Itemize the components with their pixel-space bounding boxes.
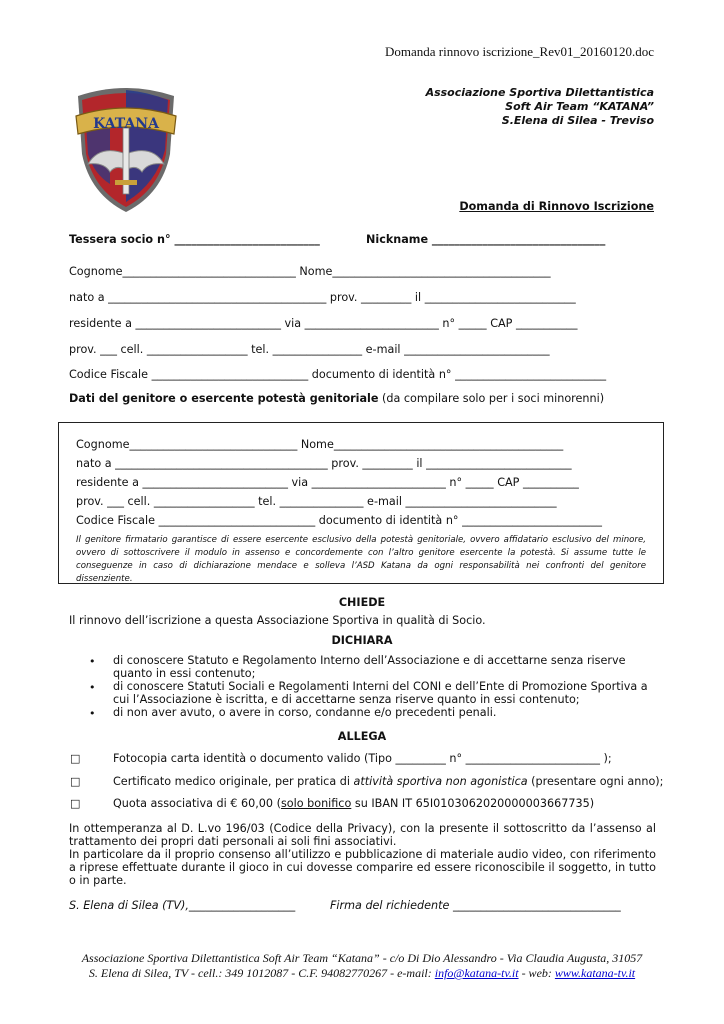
genitore-heading bbox=[69, 392, 604, 405]
allega-item-certificato bbox=[113, 775, 663, 788]
organization-block bbox=[426, 86, 654, 128]
org-line-2: Soft Air Team “KATANA” bbox=[505, 100, 654, 113]
footer-line-2 bbox=[0, 966, 724, 981]
parent-cognome-nome-field[interactable]: Cognome______________________________ Nome_________________________________________ bbox=[76, 438, 564, 451]
genitore-note: (da compilare solo per i soci minorenni) bbox=[382, 392, 605, 405]
parent-nato-field[interactable]: nato a ______________________________________ prov. _________ il __________________________ bbox=[76, 457, 572, 470]
checkbox-certificato[interactable]: □ bbox=[70, 775, 81, 788]
org-line-1: Associazione Sportiva Dilettantistica bbox=[425, 86, 654, 99]
allega-item-quota bbox=[113, 797, 594, 810]
allega-item-documento: Fotocopia carta identità o documento valido (Tipo _________ n° ________________________ ); bbox=[113, 752, 612, 765]
footer-contact: S. Elena di Silea, TV - cell.: 349 1012087 - C.F. 94082770267 - e-mail: bbox=[88, 966, 435, 980]
parent-disclaimer: Il genitore firmatario garantisce di essere esercente esclusivo della potestà genitoriale, ovvero affidatario esclusivo del minore, ovvero di sottoscrivere il modulo in assenso e concordemente con l’altro genitore esercente la potestà. Si assume tutte le conseguenze in caso di dichiarazione mendace e solleva l’ASD Katana da ogni responsabilità nei confronti del genitore dissenziente. bbox=[76, 535, 646, 584]
signature-place-date[interactable]: S. Elena di Silea (TV),___________________ bbox=[69, 899, 296, 912]
dichiara-item-1: di conoscere Statuto e Regolamento Interno dell’Associazione e di accettarne senza riserve quanto in essi contenuto; bbox=[113, 654, 626, 680]
footer-web-label: - web: bbox=[518, 966, 555, 980]
privacy-paragraph-2: In particolare da il proprio consenso all’utilizzo e pubblicazione di materiale audio video, con riferimento a riprese effettuate durante il gioco in cui dovesse comparire ed essere riconoscibile il soggetto, in tutto o in parte. bbox=[69, 848, 656, 887]
cognome-nome-field[interactable]: Cognome_______________________________ Nome_______________________________________ bbox=[69, 265, 551, 278]
privacy-paragraph-1: In ottemperanza al D. L.vo 196/03 (Codice della Privacy), con la presente il sottoscritto da l’assenso al trattamento dei propri dati personali ai soli fini associativi. bbox=[69, 822, 656, 848]
nickname-field[interactable]: Nickname _______________________________ bbox=[366, 233, 606, 246]
bullet-2: • bbox=[89, 681, 96, 694]
document-filename: Domanda rinnovo iscrizione_Rev01_20160120.doc bbox=[385, 44, 654, 59]
certificato-text-b: attività sportiva non agonistica bbox=[353, 775, 528, 788]
dichiara-item-3: di non aver avuto, o avere in corso, condanne e/o precedenti penali. bbox=[113, 706, 497, 719]
quota-text-b: solo bonifico bbox=[280, 797, 352, 810]
codice-fiscale-field[interactable]: Codice Fiscale ____________________________ documento di identità n° ___________________________ bbox=[69, 368, 607, 381]
parent-residente-field[interactable]: residente a __________________________ via ________________________ n° _____ CAP __________ bbox=[76, 476, 579, 489]
form-title: Domanda di Rinnovo Iscrizione bbox=[459, 200, 654, 213]
org-line-3: S.Elena di Silea - Treviso bbox=[501, 114, 654, 127]
quota-text-a: Quota associativa di € 60,00 ( bbox=[113, 797, 281, 810]
dichiara-item-2: di conoscere Statuti Sociali e Regolamenti Interni del CONI e dell’Ente di Promozione Sportiva a cui l’Associazione è iscritta, e di accettarne senza riserve quanto in essi contenuto; bbox=[113, 680, 648, 706]
certificato-text-a: Certificato medico originale, per pratica di bbox=[113, 775, 354, 788]
certificato-text-c: (presentare ogni anno); bbox=[527, 775, 664, 788]
genitore-title: Dati del genitore o esercente potestà genitoriale bbox=[69, 392, 379, 405]
bullet-1: • bbox=[89, 655, 96, 668]
residente-field[interactable]: residente a __________________________ via ________________________ n° _____ CAP ___________ bbox=[69, 317, 578, 330]
bullet-3: • bbox=[89, 707, 96, 720]
chiede-heading: CHIEDE bbox=[338, 596, 386, 609]
parent-prov-tel-field[interactable]: prov. ___ cell. __________________ tel. _______________ e-mail ___________________________ bbox=[76, 495, 557, 508]
prov-tel-field[interactable]: prov. ___ cell. __________________ tel. ________________ e-mail __________________________ bbox=[69, 343, 550, 356]
tessera-field[interactable]: Tessera socio n° __________________________ bbox=[69, 233, 320, 246]
logo-text: KATANA bbox=[93, 116, 159, 132]
checkbox-documento[interactable]: □ bbox=[70, 752, 81, 765]
checkbox-quota[interactable]: □ bbox=[70, 797, 81, 810]
signature-field[interactable]: Firma del richiedente ______________________________ bbox=[330, 899, 621, 912]
nato-field[interactable]: nato a _______________________________________ prov. _________ il ___________________________ bbox=[69, 291, 576, 304]
chiede-text: Il rinnovo dell’iscrizione a questa Associazione Sportiva in qualità di Socio. bbox=[69, 614, 486, 627]
footer-web-link[interactable]: www.katana-tv.it bbox=[554, 966, 636, 980]
quota-text-c: su IBAN IT 65I0103062020000003667735) bbox=[351, 797, 595, 810]
footer-line-1: Associazione Sportiva Dilettantistica Soft Air Team “Katana” - c/o Di Dio Alessandro - Via Claudia Augusta, 31057 bbox=[81, 951, 643, 965]
footer-email-link[interactable]: info@katana-tv.it bbox=[434, 966, 519, 980]
dichiara-heading: DICHIARA bbox=[331, 634, 393, 647]
allega-heading: ALLEGA bbox=[337, 730, 387, 743]
parent-codice-fiscale-field[interactable]: Codice Fiscale ____________________________ documento di identità n° _________________________ bbox=[76, 514, 602, 527]
katana-logo bbox=[70, 84, 182, 216]
